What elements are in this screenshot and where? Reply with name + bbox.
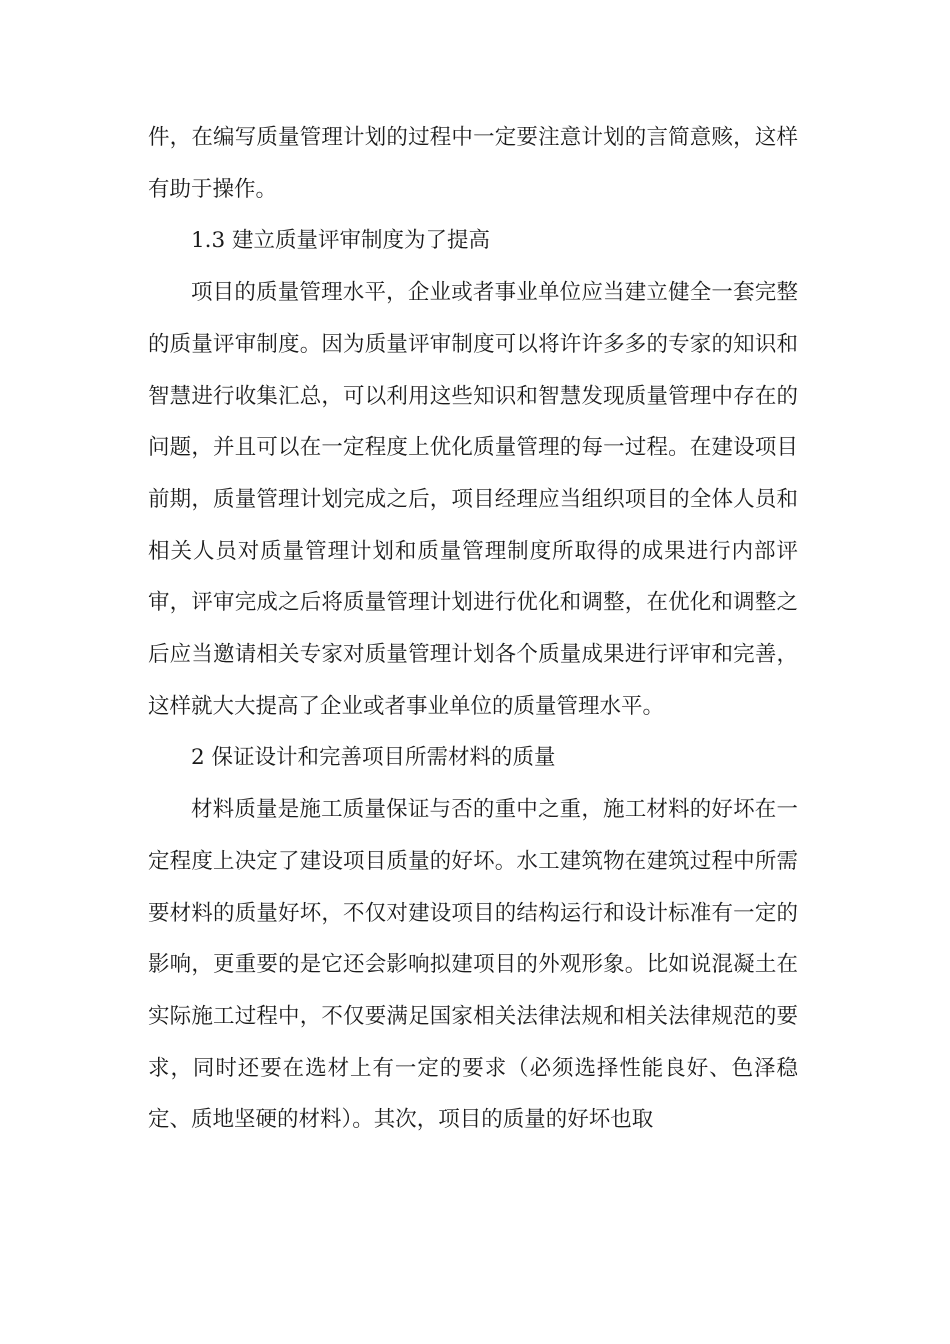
- paragraph-continuation: 件，在编写质量管理计划的过程中一定要注意计划的言简意赅，这样有助于操作。: [148, 125, 798, 202]
- paragraph-quality-review: 项目的质量管理水平，企业或者事业单位应当建立健全一套完整的质量评审制度。因为质量评审制度可以将许许多多的专家的知识和智慧进行收集汇总，可以利用这些知识和智慧发现质量管理中存在的问题，并且可以在一定程度上优化质量管理的每一过程。在建设项目前期，质量管理计划完成之后，项目经理应当组织项目的全体人员和相关人员对质量管理计划和质量管理制度所取得的成果进行内部评审，评审完成之后将质量管理计划进行优化和调整，在优化和调整之后应当邀请相关专家对质量管理计划各个质量成果进行评审和完善，这样就大大提高了企业或者事业单位的质量管理水平。: [148, 280, 798, 719]
- document-body: [148, 112, 798, 1146]
- section-heading-2: 2 保证设计和完善项目所需材料的质量: [191, 745, 556, 771]
- section-heading-1-3: 1.3 建立质量评审制度为了提高: [191, 228, 491, 254]
- paragraph-material-quality: 材料质量是施工质量保证与否的重中之重，施工材料的好坏在一定程度上决定了建设项目质量的好坏。水工建筑物在建筑过程中所需要材料的质量好坏，不仅对建设项目的结构运行和设计标准有一定的影响，更重要的是它还会影响拟建项目的外观形象。比如说混凝土在实际施工过程中，不仅要满足国家相关法律法规和相关法律规范的要求，同时还要在选材上有一定的要求（必须选择性能良好、色泽稳定、质地坚硬的材料）。其次，项目的质量的好坏也取: [148, 797, 798, 1133]
